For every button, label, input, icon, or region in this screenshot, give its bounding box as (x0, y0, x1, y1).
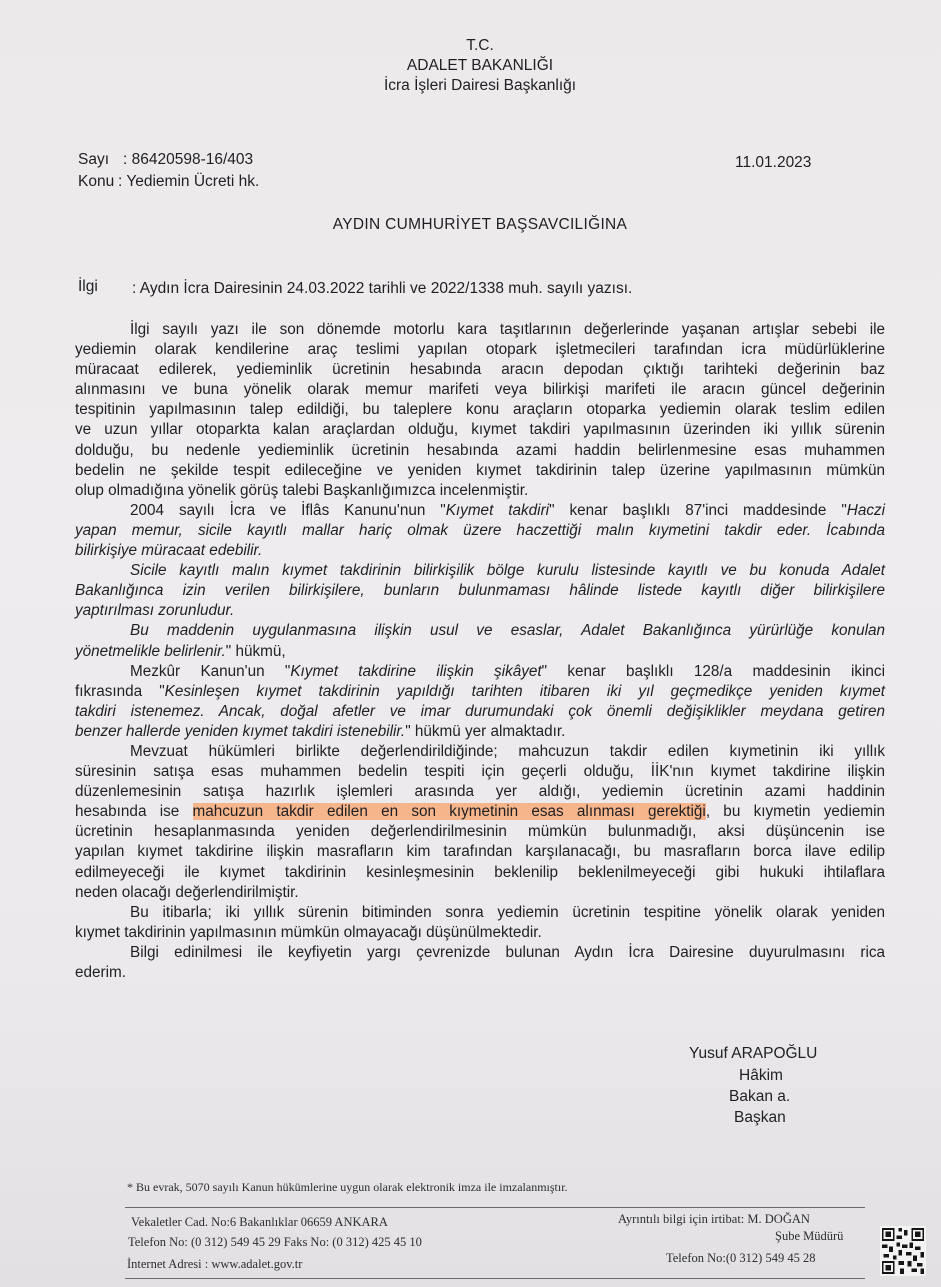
qr-code-icon (880, 1226, 926, 1276)
body-text: fıkrasında " (75, 682, 165, 700)
body-line: kıymet takdirinin yapılmasının mümkün olmayacağı düşünülmektedir. (75, 923, 542, 941)
body-line: edilmeyeceği ile kıymet takdirinin kesinleşmesinin beklenilip beklenilmeyeceği gibi hukuki ihtilaflara (75, 863, 885, 881)
quoted-line: Bu maddenin uygulanmasına ilişkin usul ve esaslar, Adalet Bakanlığınca yürürlüğe konulan (130, 622, 885, 640)
body-line (75, 501, 885, 521)
quoted-line: Bakanlığınca izin verilen bilirkişilere, bunların bulunmaması hâlinde listede kayıtlı diğer bilirkişilere (75, 582, 885, 600)
quoted-title: Kıymet takdirine ilişkin şikâyet (290, 662, 542, 680)
body-line: bedelin ne şekilde tespit edileceğine ve yeniden kıymet takdirinin talep üzerine yapılmasının mümkün (75, 461, 885, 479)
body-text: 2004 sayılı İcra ve İflâs Kanunu'nun " (130, 501, 446, 519)
quoted-title: Kıymet takdiri (445, 501, 550, 519)
body-line: Bu itibarla; iki yıllık sürenin bitiminden sonra yediemin ücretinin tespitine yönelik olarak yeniden (130, 903, 885, 921)
addressee: AYDIN CUMHURİYET BAŞSAVCILIĞINA (332, 216, 628, 233)
quoted-line: Sicile kayıtlı malın kıymet takdirinin bilirkişilik bölge kurulu listesinde kayıtlı ve bu konuda Adalet (130, 562, 885, 580)
konu-label: Konu (78, 173, 115, 190)
body-line (75, 802, 885, 822)
signer-title: Hâkim (739, 1067, 783, 1084)
body-line: neden olacağı değerlendirilmiştir. (75, 883, 299, 901)
body-line: alınmasını ve buna yönelik olarak memur marifeti veya bilirkişi marifeti ile aracın güncel değerinin (75, 381, 885, 399)
body-text: Mezkûr Kanun'un " (130, 662, 291, 680)
body-line: ve uzun yıllar otoparkta kalan araçlardan olduğu, kıymet takdiri yapılmasının üzerinden iki yıllık sürenin (75, 421, 885, 439)
body-text: " hükmü, (225, 642, 286, 660)
konu-value: : Yediemin Ücreti hk. (118, 173, 260, 190)
letter-body (75, 320, 885, 983)
quoted-text: benzer hallerde yeniden kıymet takdiri istenebilir. (75, 722, 406, 740)
letterhead (330, 36, 630, 96)
body-line: ederim. (75, 964, 127, 981)
document-date: 11.01.2023 (735, 154, 812, 171)
body-line: Bilgi edinilmesi ile keyfiyetin yargı çevrenizde bulunan Aydın İcra Dairesine duyurulmasını rica (130, 943, 885, 961)
body-line: Mevzuat hükümleri birlikte değerlendirildiğinde; mahcuzun takdir edilen kıymetinin iki yıllık (130, 742, 885, 760)
body-text: hesabında ise (75, 803, 193, 821)
body-text: , bu kıymetin yediemin (705, 803, 885, 821)
ilgi-text: : Aydın İcra Dairesinin 24.03.2022 tarihli ve 2022/1338 muh. sayılı yazısı. (132, 280, 633, 297)
body-line: dolduğu, bu nedenle yedieminlik ücretinin hesabında azami haddin belirlenmesine esas muhammen (75, 441, 885, 459)
body-line (75, 722, 885, 742)
body-text: " kenar başlıklı 87'inci maddesinde " (549, 501, 847, 519)
body-line: olup olmadığına yönelik görüş talebi Başkanlığımızca incelenmiştir. (75, 481, 529, 499)
quoted-line: yaptırılması zorunludur. (75, 602, 235, 620)
body-line: ücretinin hesaplanmasında yeniden değerlendirilmesinin mümkün bulunmadığı, aksi düşüncenin ise (75, 823, 885, 841)
quoted-line: bilirkişiye müracaat edebilir. (75, 542, 263, 560)
footer-contact-title: Şube Müdürü (775, 1229, 844, 1243)
body-line: müracaat edilerek, yedieminlik ücretinin hesabında aracın depodan çıktığı tarihteki değerinin baz (75, 361, 885, 379)
quoted-text: yönetmelikle belirlenir. (75, 642, 226, 660)
sayi-label: Sayı (78, 151, 110, 168)
body-line (75, 642, 885, 662)
footer-contact-phone: Telefon No:(0 312) 549 45 28 (666, 1251, 816, 1265)
quoted-text: Haczi (846, 501, 886, 519)
footer-bottom-line (125, 1278, 865, 1279)
signer-name: Yusuf ARAPOĞLU (689, 1045, 818, 1062)
body-line: düzenlemesinin satışa hazırlık işlemleri arasında yer aldığı, yediemin ücretinin azami haddinin (75, 783, 885, 801)
signer-title: Bakan a. (729, 1088, 791, 1105)
highlighted-text: mahcuzun takdir edilen en son kıymetinin esas alınması gerektiği (192, 803, 706, 821)
ilgi-label: İlgi (78, 278, 98, 295)
footer-website: İnternet Adresi : www.adalet.gov.tr (127, 1257, 303, 1271)
body-text: " hükmü yer almaktadır. (405, 722, 566, 740)
body-line (75, 662, 885, 682)
quoted-line: yapan memur, sicile kayıtlı mallar hariç olmak üzere haczettiği malın kıymetini takdir eder. İcabında (75, 521, 885, 539)
footer-address: Vekaletler Cad. No:6 Bakanlıklar 06659 ANKARA (131, 1215, 388, 1229)
body-line: süresinin satışa esas muhammen bedelin tespiti için geçerli olduğu, İİK'nın kıymet takdirine ilişkin (75, 763, 885, 781)
body-line: yediemin olarak kendilerine araç teslimi yapılan otopark işletmecileri tarafından icra müdürlüklerine (75, 341, 885, 359)
body-line: yapılan kıymet takdirine ilişkin masrafların kim tarafından karşılanacağı, bu masrafların borca ilave edilip (75, 843, 885, 861)
body-text: " kenar başlıklı 128/a maddesinin ikinci (541, 662, 885, 680)
footer-divider (125, 1207, 865, 1208)
letterhead-ministry: ADALET BAKANLIĞI (406, 57, 554, 74)
footer-contact: Ayrıntılı bilgi için irtibat: M. DOĞAN (618, 1212, 810, 1226)
quoted-text: Kesinleşen kıymet takdirinin yapıldığı tarihten itibaren iki yıl geçmedikçe yeniden kıymet (164, 682, 885, 700)
body-line: İlgi sayılı yazı ile son dönemde motorlu kara taşıtlarının değerlerinde yaşanan artışlar sebebi ile (130, 321, 885, 338)
body-line: tespitinin yapılmasının talep edildiği, bu taleplere konu araçların otoparka yediemin olarak teslim edilen (75, 401, 885, 419)
e-signature-note: * Bu evrak, 5070 sayılı Kanun hükümlerine uygun olarak elektronik imza ile imzalanmıştır. (127, 1180, 568, 1194)
quoted-line: takdiri istenemez. Ancak, doğal afetler ve imar durumundaki çok önemli değişiklikler meydana getiren (75, 702, 885, 720)
body-line (75, 682, 885, 702)
signer-title: Başkan (734, 1109, 786, 1126)
letterhead-tc: T.C. (466, 37, 494, 54)
footer-phone-fax: Telefon No: (0 312) 549 45 29 Faks No: (0 312) 425 45 10 (128, 1235, 422, 1249)
letterhead-department: İcra İşleri Dairesi Başkanlığı (383, 77, 577, 94)
sayi-value: : 86420598-16/403 (123, 151, 254, 168)
